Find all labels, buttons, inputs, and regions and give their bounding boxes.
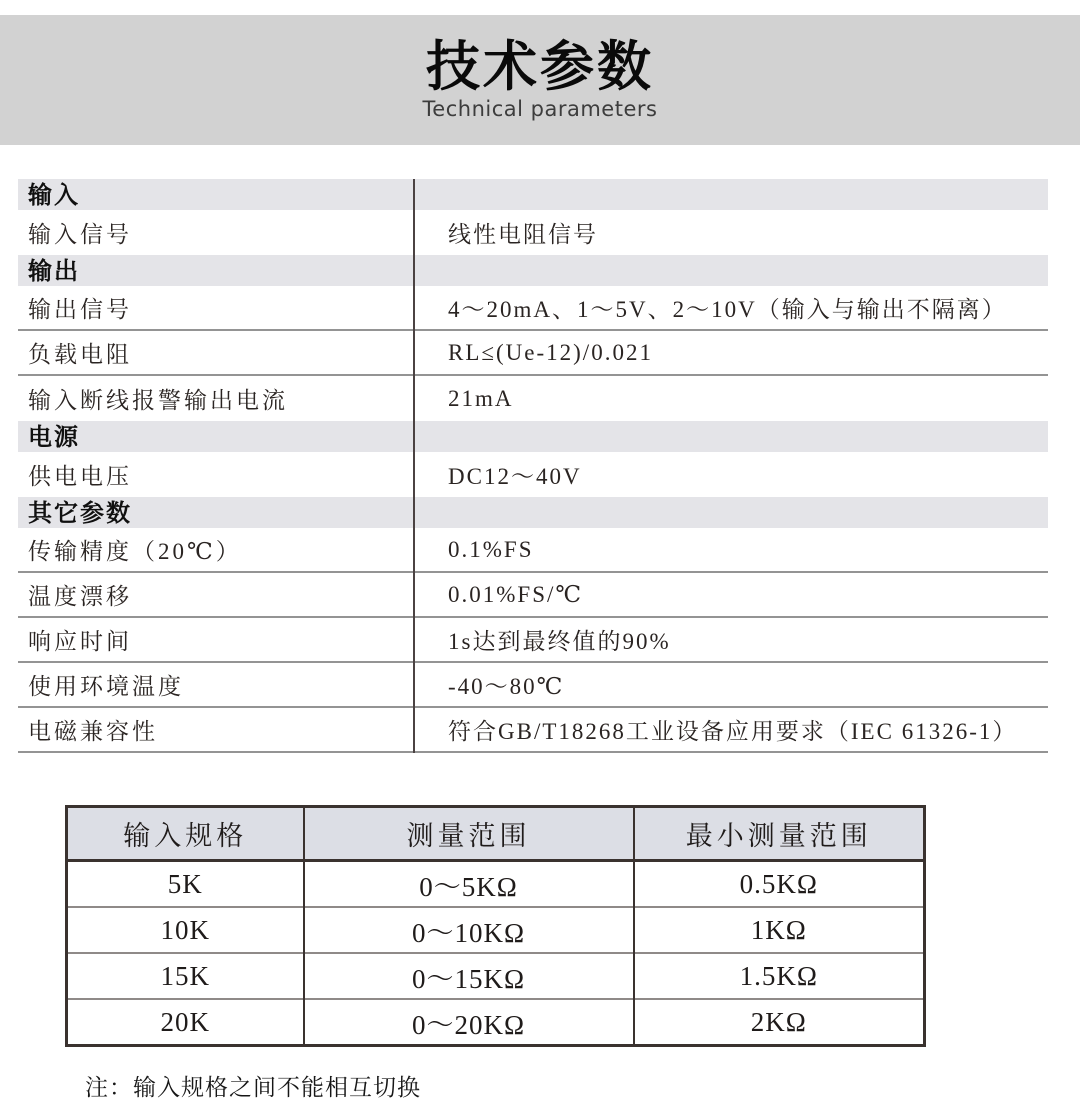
section-header-input: 输入 [18,179,1048,210]
table-cell: 0～10KΩ [304,907,634,953]
section-header-other: 其它参数 [18,497,1048,528]
table-cell: 15K [67,953,304,999]
spec-table [18,179,1048,753]
spec-value: 4～20mA、1～5V、2～10V（输入与输出不隔离） [448,297,1007,322]
spec-row [18,618,1048,663]
spec-value: DC12～40V [448,464,582,489]
table-cell: 0～15KΩ [304,953,634,999]
table-cell: 0～5KΩ [304,861,634,908]
table-cell: 5K [67,861,304,908]
spec-row [18,663,1048,708]
spec-label: 输入断线报警输出电流 [28,388,288,413]
spec-value: 1s达到最终值的90% [448,629,671,654]
table-cell: 1KΩ [634,907,925,953]
table-row [67,861,925,908]
spec-label: 输出信号 [28,297,132,322]
spec-value: -40～80℃ [448,674,565,699]
spec-row [18,528,1048,573]
spec-label: 输入信号 [28,222,132,247]
spec-row [18,331,1048,376]
spec-value: 线性电阻信号 [448,222,598,247]
spec-row [18,376,1048,421]
section-header-output: 输出 [18,255,1048,286]
spec-row [18,286,1048,331]
spec-row [18,708,1048,753]
page-title: 技术参数 [426,34,654,98]
page-subtitle: Technical parameters [422,97,658,122]
spec-label: 电磁兼容性 [28,719,158,744]
table-header-row [67,807,925,861]
table-cell: 2KΩ [634,999,925,1046]
spec-value: 21mA [448,385,514,411]
spec-value: 符合GB/T18268工业设备应用要求（IEC 61326-1） [448,719,1018,744]
table-row [67,907,925,953]
range-table [65,805,926,1047]
spec-label: 传输精度（20℃） [28,539,242,564]
table-header-cell: 输入规格 [67,807,304,861]
spec-value: 0.1%FS [448,536,534,562]
table-cell: 0～20KΩ [304,999,634,1046]
spec-row [18,573,1048,618]
spec-row [18,452,1048,497]
spec-label: 使用环境温度 [28,674,184,699]
spec-row [18,210,1048,255]
table-cell: 10K [67,907,304,953]
table-row [67,953,925,999]
column-divider-line [413,179,415,753]
title-banner [0,15,1080,145]
spec-label: 供电电压 [28,464,132,489]
section-header-power: 电源 [18,421,1048,452]
table-row [67,999,925,1046]
table-cell: 1.5KΩ [634,953,925,999]
spec-label: 负载电阻 [28,342,132,367]
spec-label: 响应时间 [28,629,132,654]
table-cell: 0.5KΩ [634,861,925,908]
table-header-cell: 测量范围 [304,807,634,861]
note-text: 注：输入规格之间不能相互切换 [85,1075,421,1101]
spec-label: 温度漂移 [28,584,132,609]
table-cell: 20K [67,999,304,1046]
table-header-cell: 最小测量范围 [634,807,925,861]
spec-value: 0.01%FS/℃ [448,581,584,607]
spec-value: RL≤(Ue-12)/0.021 [448,339,653,365]
